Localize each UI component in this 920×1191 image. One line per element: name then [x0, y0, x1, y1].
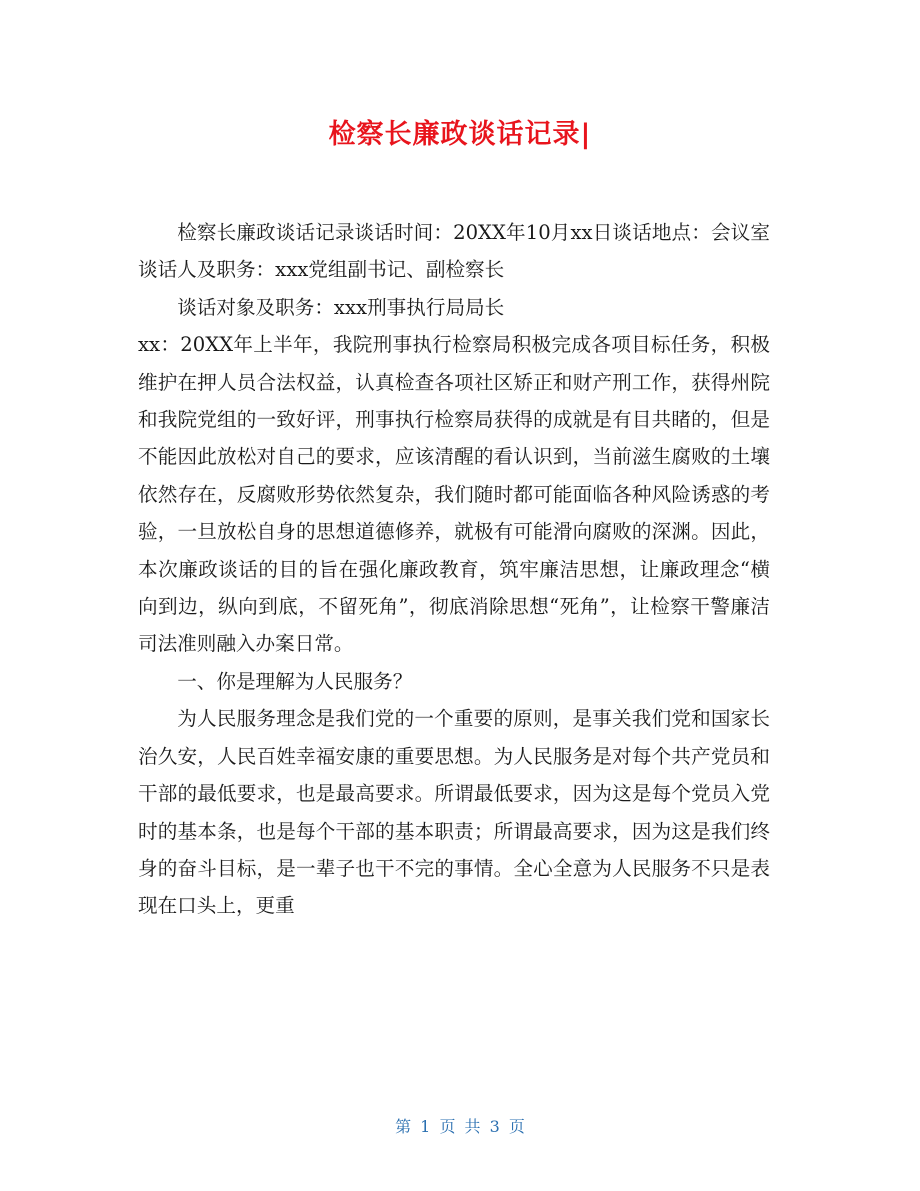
paragraph-service: 为人民服务理念是我们党的一个重要的原则，是事关我们党和国家长治久安，人民百姓幸福安康的重要思想。为人民服务是对每个共产党员和干部的最低要求，也是最高要求。所谓最低要求，因为这是每个党员入党时的基本条，也是每个干部的基本职责；所谓最高要求，因为这是我们终身的奋斗目标，是一辈子也干不完的事情。全心全意为人民服务不只是表现在口头上，更重 [138, 707, 770, 918]
document-body [138, 214, 790, 925]
paragraph-meta: 检察长廉政谈话记录谈话时间：20XX年10月xx日谈话地点：会议室 谈话人及职务：xxx党组副书记、副检察长 [138, 221, 790, 282]
page-number-footer: 第 1 页 共 3 页 [395, 1117, 525, 1136]
document-title: 检察长廉政谈话记录| [328, 119, 592, 150]
section-heading: 一、你是理解为人民服务？ [177, 669, 413, 693]
paragraph-subject: 谈话对象及职务：xxx刑事执行局局长 [177, 295, 505, 319]
paragraph-intro: xx：20XX年上半年，我院刑事执行检察局积极完成各项目标任务，积极维护在押人员合法权益，认真检查各项社区矫正和财产刑工作，获得州院和我院党组的一致好评，刑事执行检察局获得的成就是有目共睹的，但是不能因此放松对自己的要求，应该清醒的看认识到，当前滋生腐败的土壤依然存在，反腐败形势依然复杂，我们随时都可能面临各种风险诱惑的考验，一旦放松自身的思想道德修养，就极有可能滑向腐败的深渊。因此，本次廉政谈话的目的旨在强化廉政教育，筑牢廉洁思想，让廉政理念“横向到边，纵向到底，不留死角”，彻底消除思想“死角”，让检察干警廉洁司法准则融入办案日常。 [138, 333, 770, 656]
